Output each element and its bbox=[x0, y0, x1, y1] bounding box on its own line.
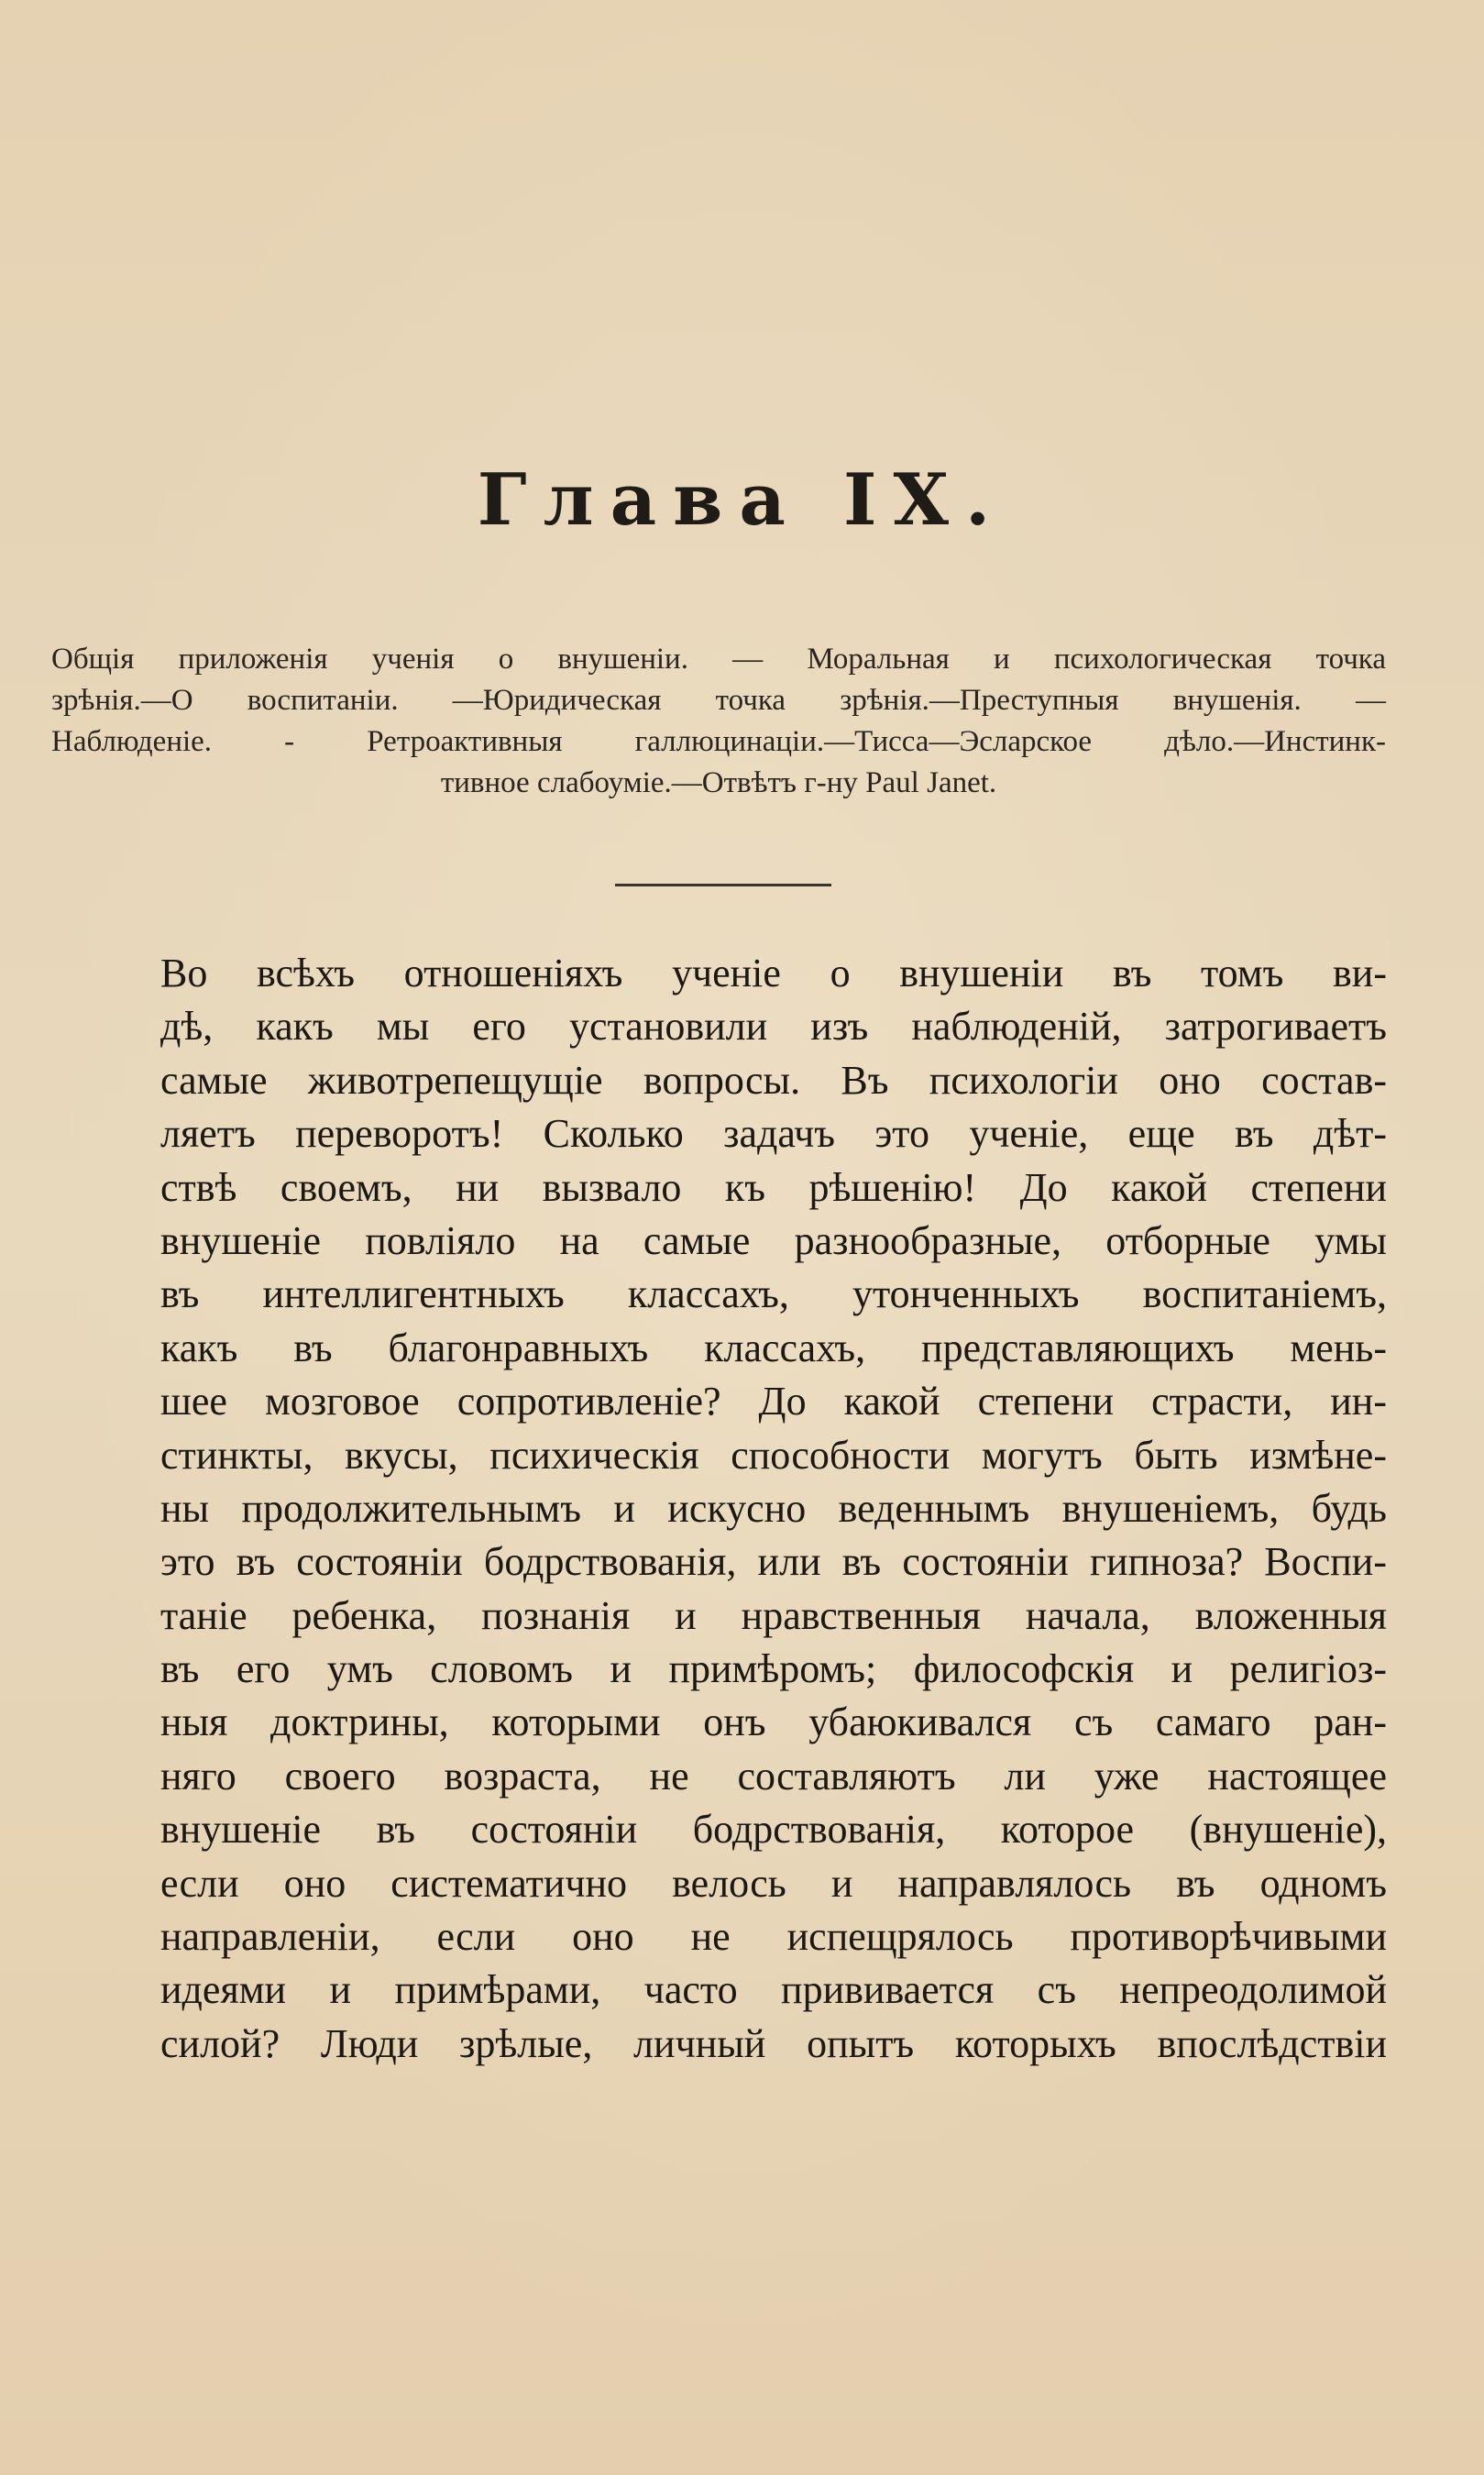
body-line: ны продолжительнымъ и искусно веденнымъ внушеніемъ, будь bbox=[160, 1485, 1387, 1531]
summary-line: Наблюденіе. - Ретроактивныя галлюцинаціи.—Тисса—Эсларское дѣло.—Инстинк- bbox=[51, 725, 1386, 758]
body-line: самые животрепещущіе вопросы. Въ психологіи оно состав- bbox=[160, 1057, 1387, 1103]
body-line: стинкты, вкусы, психическія способности могутъ быть измѣне- bbox=[160, 1432, 1387, 1478]
body-line: какъ въ благонравныхъ классахъ, представляющихъ мень- bbox=[160, 1325, 1387, 1370]
body-line: въ его умъ словомъ и примѣромъ; философскія и религіоз- bbox=[160, 1646, 1387, 1692]
summary-line: Общія приложенія ученія о внушеніи. — Моральная и психологическая точка bbox=[51, 643, 1386, 676]
summary-line: тивное слабоуміе.—Отвѣтъ г-ну Paul Janet. bbox=[440, 766, 997, 799]
body-line: ляетъ переворотъ! Сколько задачъ это ученіе, еще въ дѣт- bbox=[160, 1111, 1387, 1157]
body-line: внушеніе повліяло на самые разнообразные, отборные умы bbox=[160, 1217, 1387, 1263]
body-line: это въ состояніи бодрствованія, или въ состояніи гипноза? Воспи- bbox=[160, 1539, 1387, 1585]
body-line: дѣ, какъ мы его установили изъ наблюденій, затрогиваетъ bbox=[160, 1004, 1387, 1050]
body-line: если оно систематично велось и направлялось въ одномъ bbox=[160, 1860, 1387, 1906]
body-line: внушеніе въ состояніи бодрствованія, которое (внушеніе), bbox=[160, 1807, 1387, 1853]
body-line: направленіи, если оно не испещрялось противорѣчивыми bbox=[160, 1914, 1387, 1960]
body-line: силой? Люди зрѣлые, личный опытъ которыхъ впослѣдствіи bbox=[160, 2020, 1387, 2066]
chapter-title: Глава IX. bbox=[477, 458, 1007, 542]
body-line: ствѣ своемъ, ни вызвало къ рѣшенію! До какой степени bbox=[160, 1164, 1387, 1210]
body-line: въ интеллигентныхъ классахъ, утонченныхъ воспитаніемъ, bbox=[160, 1271, 1387, 1317]
body-line: Во всѣхъ отношеніяхъ ученіе о внушеніи въ томъ ви- bbox=[160, 951, 1387, 996]
chapter-summary bbox=[51, 639, 1386, 804]
body-line: таніе ребенка, познанія и нравственныя начала, вложенныя bbox=[160, 1592, 1387, 1638]
section-divider bbox=[615, 884, 831, 886]
body-paragraph bbox=[160, 947, 1387, 2071]
body-line: идеями и примѣрами, часто прививается съ непреодолимой bbox=[160, 1967, 1387, 2013]
summary-line: зрѣнія.—О воспитаніи. —Юридическая точка зрѣнія.—Преступныя внушенія. — bbox=[51, 684, 1386, 717]
body-line: ныя доктрины, которыми онъ убаюкивался съ самаго ран- bbox=[160, 1700, 1387, 1745]
body-line: няго своего возраста, не составляютъ ли уже настоящее bbox=[160, 1753, 1387, 1798]
body-line: шее мозговое сопротивленіе? До какой степени страсти, ин- bbox=[160, 1379, 1387, 1424]
